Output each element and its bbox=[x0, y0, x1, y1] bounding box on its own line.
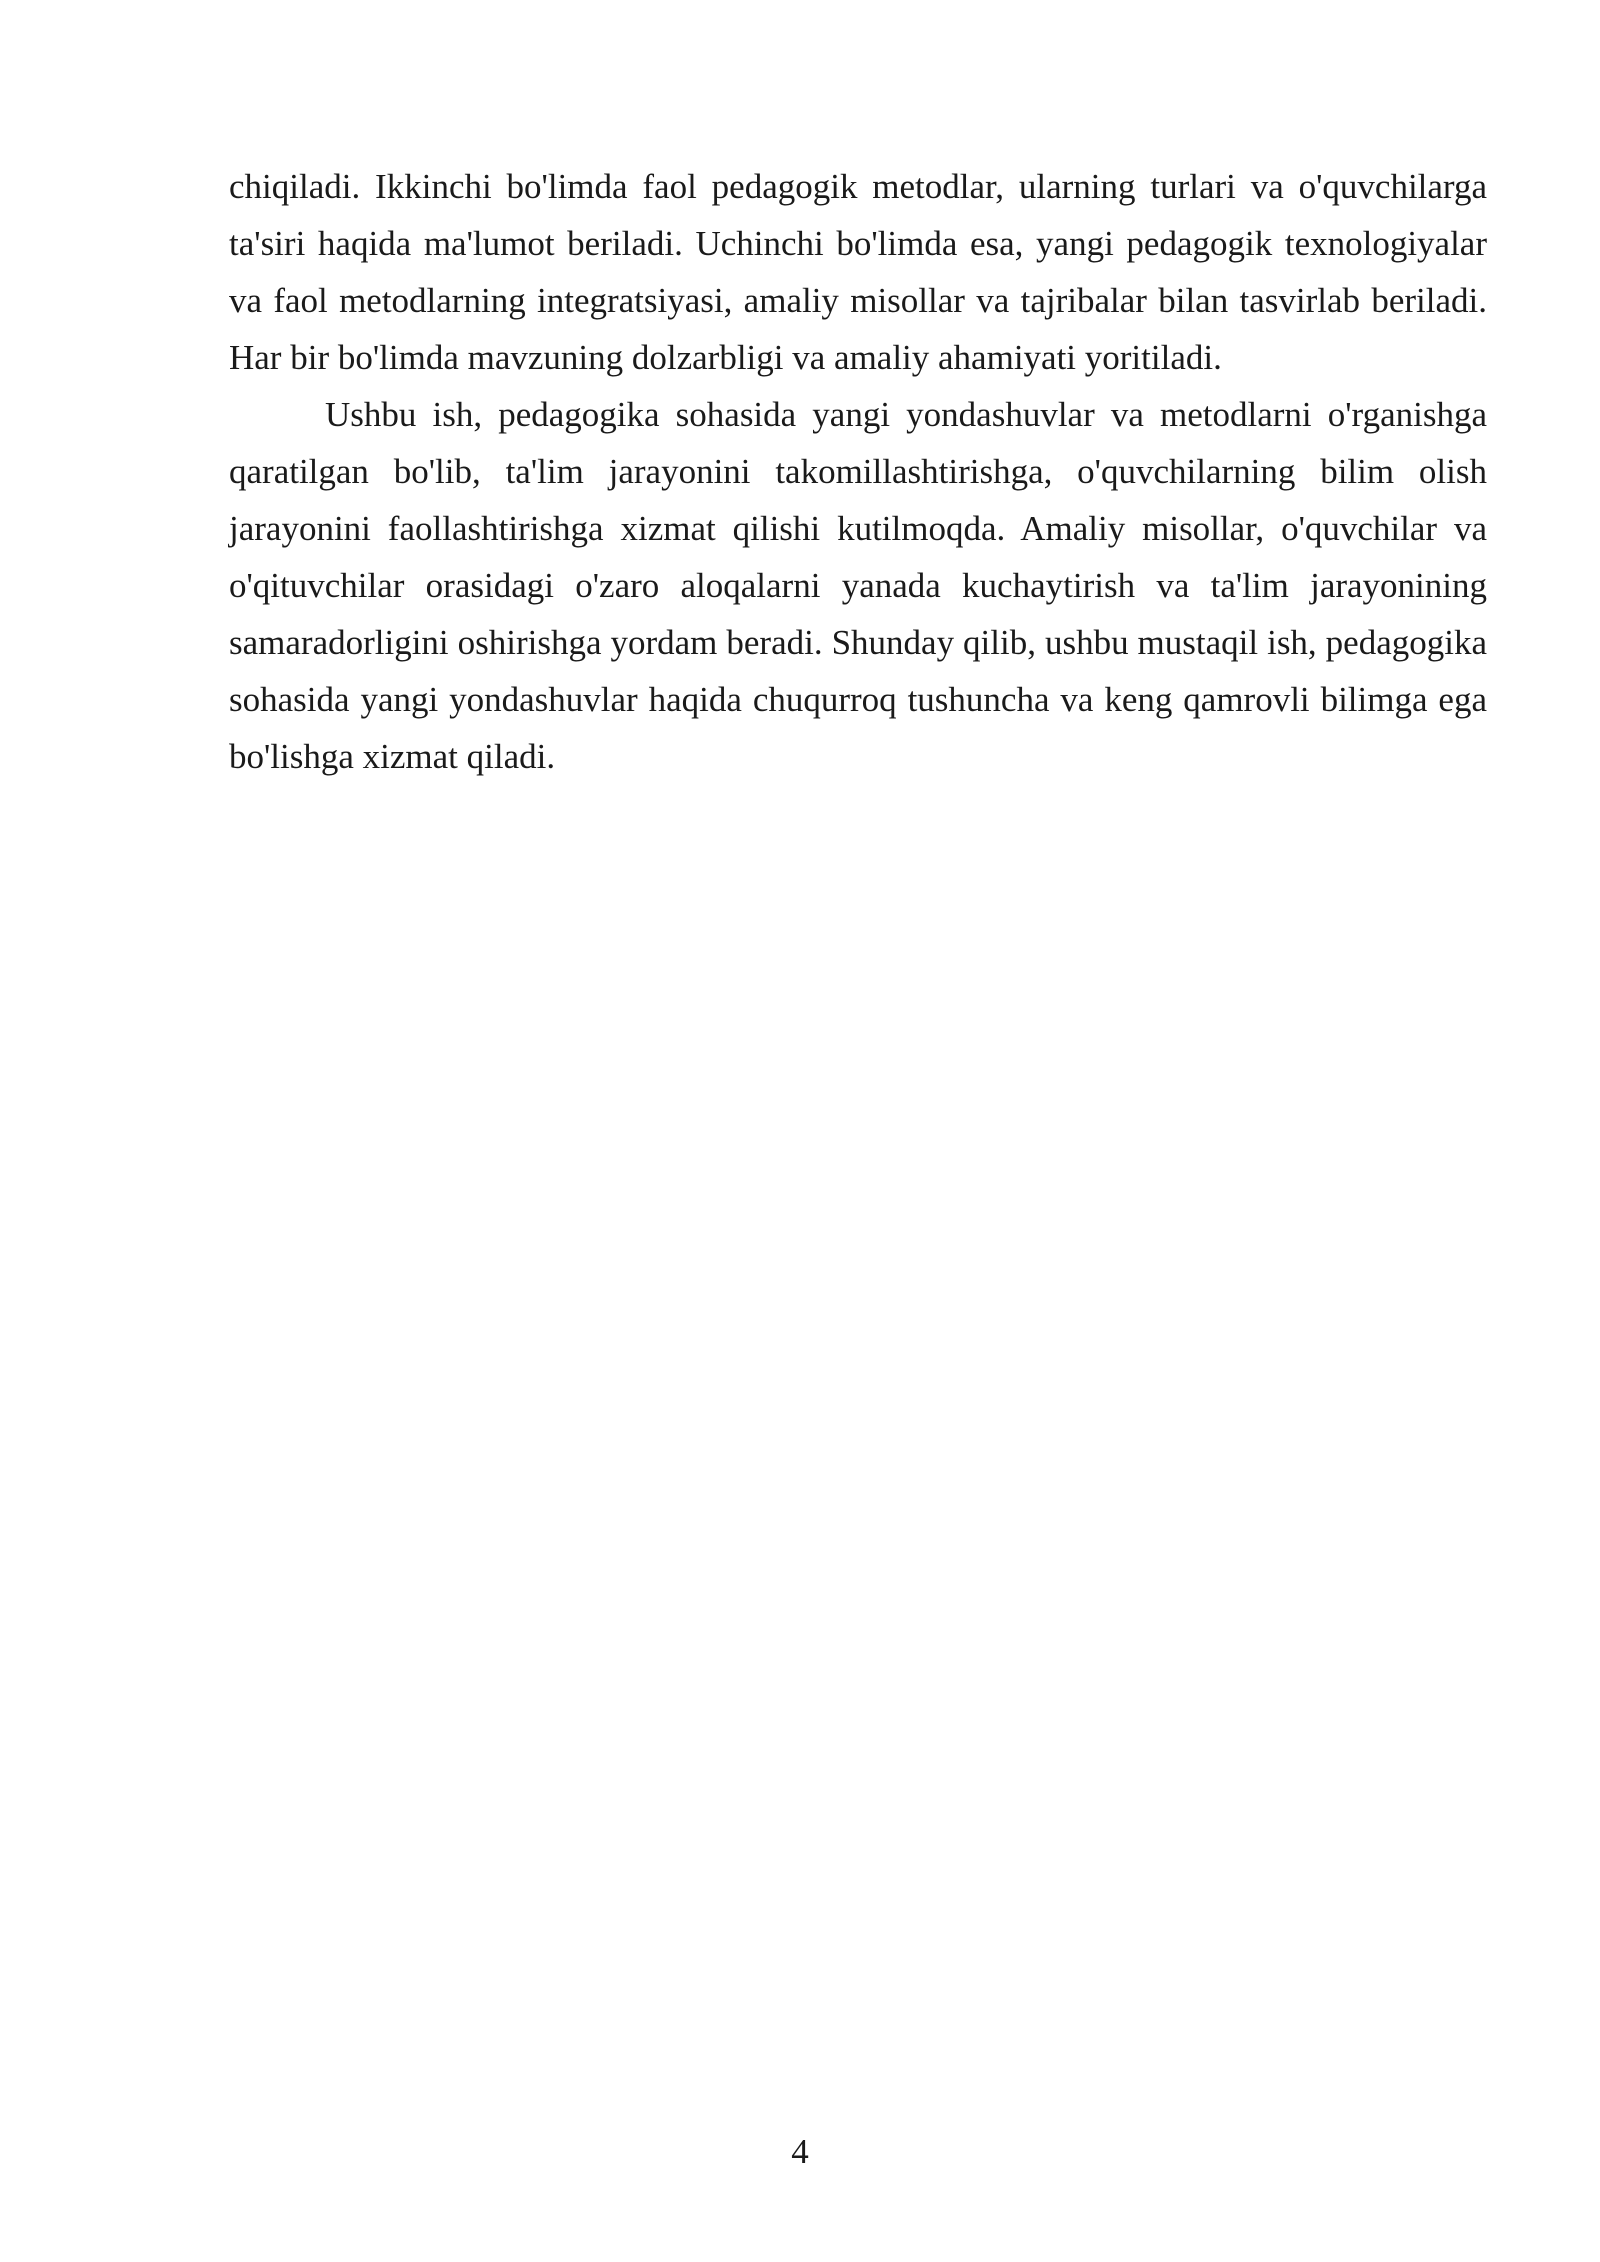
page-number: 4 bbox=[791, 2132, 809, 2171]
paragraph-continuation: chiqiladi. Ikkinchi bo'limda faol pedagogik metodlar, ularning turlari va o'quvchilarga ta'siri haqida ma'lumot beriladi. Uchinchi bo'limda esa, yangi pedagogik texnologiyalar va faol metodlarning integratsiyasi, amaliy misollar va tajribalar bilan tasvirlab beriladi. Har bir bo'limda mavzuning dolzarbligi va amaliy ahamiyati yoritiladi. bbox=[229, 167, 1487, 377]
body-text bbox=[229, 158, 1487, 785]
paragraph: Ushbu ish, pedagogika sohasida yangi yondashuvlar va metodlarni o'rganishga qaratilgan bo'lib, ta'lim jarayonini takomillashtirishga, o'quvchilarning bilim olish jarayonini faollashtirishga xizmat qilishi kutilmoqda. Amaliy misollar, o'quvchilar va o'qituvchilar orasidagi o'zaro aloqalarni yanada kuchaytirish va ta'lim jarayonining samaradorligini oshirishga yordam beradi. Shunday qilib, ushbu mustaqil ish, pedagogika sohasida yangi yondashuvlar haqida chuqurroq tushuncha va keng qamrovli bilimga ega bo'lishga xizmat qiladi. bbox=[229, 395, 1487, 776]
